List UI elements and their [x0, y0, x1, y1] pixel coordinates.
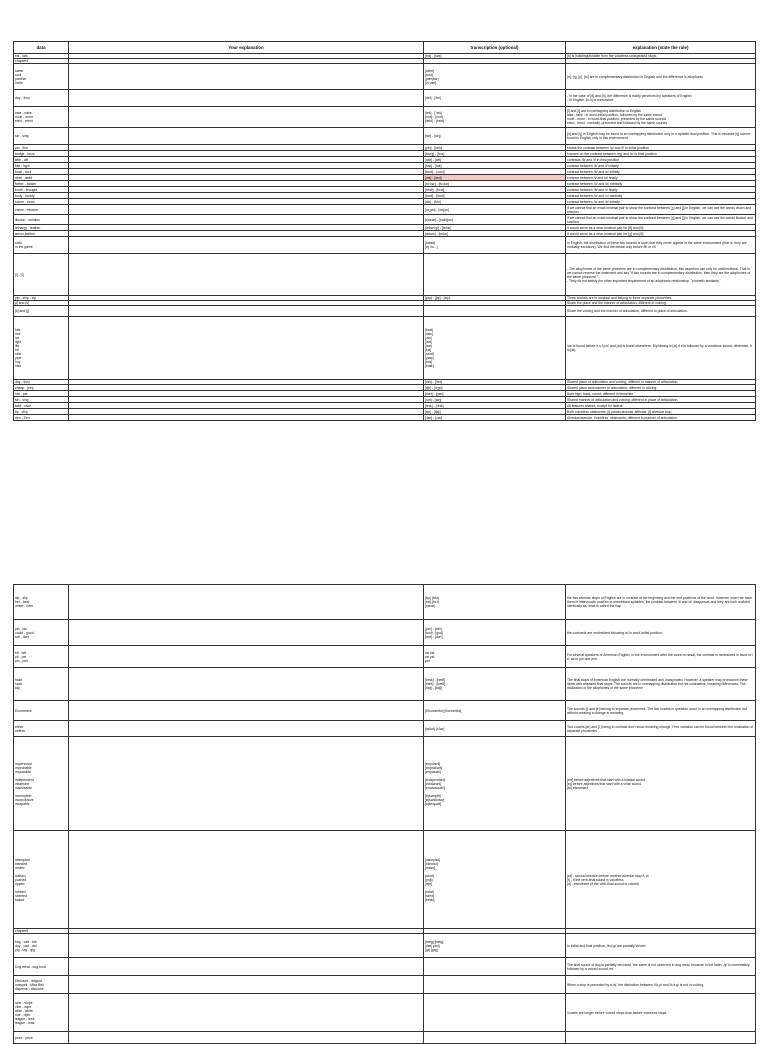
rule-cell[interactable]: Shared place of articulation and voicing; different in manner of articulation.: [566, 380, 756, 385]
data-cell[interactable]: take - rake: [14, 403, 69, 409]
data-cell[interactable]: chapter4: [14, 59, 69, 64]
rule-cell[interactable]: - In the case of [d] and [ð], the difference is easily perceived by speakers of English - In English, [d-ð] is contrastive: [566, 90, 756, 107]
explanation-cell[interactable]: [69, 620, 424, 646]
explanation-cell[interactable]: [69, 976, 424, 994]
transcription-cell[interactable]: [tek] - [ˈtek] [mol] - [mor] [ilekt] - [irekt]: [424, 107, 566, 128]
header-explanation: Your explanation: [69, 42, 424, 54]
table-row: [14, 205, 756, 215]
header-data: data: [14, 42, 69, 54]
rule-cell[interactable]: [ɪd] - schwa insertion before another alveolar stop /t, d/ [t] - if the verb-final sound is voiceless [d] - elsewhere (if the verb-final sound is voiced): [566, 831, 756, 929]
rule-cell[interactable]: focuses on the contrast between /dʒ/ and /z/ in final position: [566, 151, 756, 157]
transcription-cell[interactable]: [sɪn] - [sɪŋ]: [424, 397, 566, 403]
data-cell[interactable]: sixth in the game: [14, 237, 69, 254]
transcription-cell[interactable]: [pɪn] - [bɪn] [kʊd] - [gʊd] [tɑrt] - [dɑrt]: [424, 620, 566, 646]
table-row: [14, 721, 756, 737]
rule-cell[interactable]: If we cannot find an exact minimal pair to show the contrast between [ʒ] and [ʃ] in English, we can use the words illusion and solution: [566, 215, 756, 225]
data-cell[interactable]: with - wit: [14, 157, 69, 163]
rule-cell[interactable]: The final sound of dog is partially devoiced, the same is not observed in dog meal, because in the latter, /g/ is immediately followed by a voiced sound /m/: [566, 958, 756, 976]
transcription-cell[interactable]: [fɑːðər] - [fɑːdər]: [424, 181, 566, 187]
rule-cell[interactable]: Alveolar/alveolar. Voiceless, obstruents; different in manner of articulation.: [566, 415, 756, 421]
table-row: [14, 620, 756, 646]
table-row: [14, 668, 756, 701]
explanation-cell[interactable]: [69, 585, 424, 620]
table-row: [14, 128, 756, 145]
rule-cell[interactable]: The sounds [i] and [e] belong to separate phonemes. The two vowels in question occur in an overlapping distribution but without creating a change in meaning.: [566, 701, 756, 721]
data-cell[interactable]: bite rice ice light lite bit side pipe buy bike: [14, 317, 69, 380]
explanation-cell[interactable]: [69, 994, 424, 1032]
data-cell[interactable]: bit - bet pit - pet pin - pen: [14, 646, 69, 668]
data-cell[interactable]: dip - slip bet - beat writer - rider: [14, 585, 69, 620]
data-cell[interactable]: pin - fine: [14, 145, 69, 151]
transcription-cell[interactable]: [424, 254, 566, 296]
transcription-cell[interactable]: [bɑdi] - [bʌdi]: [424, 193, 566, 199]
rule-cell[interactable]: Shared place and manner of articulation; different in voicing.: [566, 385, 756, 391]
data-cell[interactable]: take - cake mole - more elect - erect: [14, 107, 69, 128]
table-row: [14, 646, 756, 668]
data-cell[interactable]: budge - buzz: [14, 151, 69, 157]
rule-cell[interactable]: [n], [ŋ], [ɲ], [m] are in complementary distribution in English and the difference is allophonic.: [566, 64, 756, 90]
transcription-cell[interactable]: [beɪk] - [beɪk̚] [bæk] - [bæk̚] [bɪg] - [bɪg̚]: [424, 668, 566, 701]
rule-cell[interactable]: When a stop is preceded by a /s/, the distinction between /t,k,p/ and /b,d,g/ is not in voicing.: [566, 976, 756, 994]
rule-cell[interactable]: Three sounds are in contrast and belong to three separate phonemes.: [566, 296, 756, 301]
explanation-cell[interactable]: [69, 64, 424, 90]
explanation-cell[interactable]: [69, 737, 424, 831]
transcription-cell[interactable]: [Ekonomiks] [ikonomiks]: [424, 701, 566, 721]
rule-cell[interactable]: For several speakers of American English, in the environment after the vowel is nasal, the contrast is neutralized in favor of /ɪ/, as in pin and pen.: [566, 646, 756, 668]
transcription-cell[interactable]: [boul] - [soul]: [424, 169, 566, 175]
data-cell[interactable]: lethargy - leather: [14, 225, 69, 231]
data-cell[interactable]: tip - chip: [14, 409, 69, 415]
rule-cell[interactable]: It would serve as a near-minimal pair for [θ] and [ð]: [566, 225, 756, 231]
transcription-cell[interactable]: [wiθ] - [wit]: [424, 157, 566, 163]
data-cell[interactable]: same soul panther invite: [14, 64, 69, 90]
table-row: [14, 215, 756, 225]
rule-cell[interactable]: Share the voicing and the manner of articulation, different in place of articulation.: [566, 306, 756, 317]
transcription-cell[interactable]: [aɪðər] [iːðər]: [424, 721, 566, 737]
table-row: [14, 1032, 756, 1044]
explanation-cell[interactable]: [69, 128, 424, 145]
rule-cell[interactable]: contrasts /θ/ and /t/ in final position: [566, 157, 756, 163]
transcription-cell[interactable]: [ɪlusən] - [səlutʃən]: [424, 215, 566, 225]
data-cell[interactable]: Economics: [14, 701, 69, 721]
data-cell[interactable]: hat - pat: [14, 391, 69, 397]
explanation-cell[interactable]: [69, 934, 424, 958]
explanation-cell[interactable]: [69, 254, 424, 296]
transcription-cell[interactable]: [424, 306, 566, 317]
explanation-cell[interactable]: [69, 317, 424, 380]
rule-cell[interactable]: [l] and [r] are in overlapping distribution in English take - take : in word-initial position, followed by the same sound mole - more : in word-final position, preceded by the same sounds elect - erect : medially, preceded and followed by the same sounds: [566, 107, 756, 128]
rule-cell[interactable]: [b] is indistinguishable from the voiceless unaspirated stops.: [566, 54, 756, 59]
transcription-cell[interactable]: [vɪʒən] - [mɪʃən]: [424, 205, 566, 215]
table-row: [14, 737, 756, 831]
phonology-table-1: [13, 41, 756, 421]
explanation-cell[interactable]: [69, 831, 424, 929]
transcription-cell[interactable]: [tʃip] - [dʒip]: [424, 385, 566, 391]
data-cell[interactable]: den - Zen: [14, 415, 69, 421]
explanation-cell[interactable]: [69, 1032, 424, 1044]
rule-cell[interactable]: Both voiceless obstruents; [t] palato-alveolar affricate, [t] alveolar stop.: [566, 409, 756, 415]
rule-cell[interactable]: the contrasts are neutralized following /s/ in word-initial position.: [566, 620, 756, 646]
table-row: [14, 107, 756, 128]
transcription-cell[interactable]: [dɛn] - [zɛn]: [424, 415, 566, 421]
data-cell[interactable]: body - buddy: [14, 193, 69, 199]
rule-cell[interactable]: All features shared, except for lateral.: [566, 403, 756, 409]
explanation-cell[interactable]: [69, 90, 424, 107]
data-cell[interactable]: [t] and [s]: [14, 301, 69, 306]
rule-cell[interactable]: [ɪm] before adjectives that start with a bilabial sound [ɪŋ] before adjectives that start with a velar sound [ɪn] elsewhere: [566, 737, 756, 831]
transcription-cell[interactable]: [ætəm] - [leðər]: [424, 231, 566, 237]
data-cell[interactable]: father - fodder: [14, 181, 69, 187]
rule-cell[interactable]: - The allophones of the same phoneme are in complementary distribution, this assertion can only be unidirectional. That is, we cannot reverse the statement and say "if two sounds are in complementary distribution, then they are the allophones of the same phoneme." - They do not satisfy the other important requirement of an allophonic relationship, "phonetic similarity.": [566, 254, 756, 296]
table-row: [14, 306, 756, 317]
data-cell[interactable]: pin - bin could - good tart - dart: [14, 620, 69, 646]
explanation-cell[interactable]: [69, 668, 424, 701]
table-row: [14, 831, 756, 929]
table-header-row: [14, 42, 756, 54]
data-cell[interactable]: prize - price: [14, 1032, 69, 1044]
data-cell[interactable]: day - they: [14, 90, 69, 107]
rule-cell[interactable]: If we cannot find an exact minimal pair to show the contrast between [ʒ] and [ʃ] in English, we can use the words vision and mission: [566, 205, 756, 215]
table-row: [14, 958, 756, 976]
explanation-cell[interactable]: [69, 701, 424, 721]
data-cell[interactable]: bis - tais: [14, 54, 69, 59]
header-rule: explanation (state the rule): [566, 42, 756, 54]
explanation-cell[interactable]: [69, 215, 424, 225]
transcription-cell[interactable]: [424, 994, 566, 1032]
rule-cell[interactable]: The final stops of American English are normally unreleased and unaspirated. However, a speaker may pronounce these items with released final stops. The sounds are in overlapping distribution but not contrastive, meaning differences. The realization of the allophones of the same phoneme: [566, 668, 756, 701]
data-cell[interactable]: debt - dead: [14, 175, 69, 181]
explanation-cell[interactable]: [69, 958, 424, 976]
explanation-cell[interactable]: [69, 205, 424, 215]
rule-cell[interactable]: the two alveolar stops of English are in contrast at the beginning and the end positions of the word; however, when we have them in intervocalic position in unstressed syllables, the contrast between /t/ and /d/ disappears and they are both realized identically as, what is called the flap: [566, 585, 756, 620]
data-cell[interactable]: bake back big: [14, 668, 69, 701]
data-cell[interactable]: [k] and [ʃ]: [14, 306, 69, 317]
data-cell[interactable]: chapter5: [14, 929, 69, 934]
rule-cell[interactable]: contrast between /b/ and /s/ initially: [566, 169, 756, 175]
rule-cell[interactable]: [566, 1032, 756, 1044]
transcription-cell[interactable]: [tɪp] - [tʃɪp]: [424, 409, 566, 415]
data-cell[interactable]: kite - light: [14, 163, 69, 169]
rule-cell[interactable]: Shared manner of articulation and voicing; different in place of articulation.: [566, 397, 756, 403]
data-cell[interactable]: Dog meal - dog food: [14, 958, 69, 976]
transcription-cell[interactable]: [bʌdʒ] - [bʌz]: [424, 151, 566, 157]
rule-cell[interactable]: contrast between /ɑ/ and /ʌ/ medially: [566, 193, 756, 199]
transcription-cell[interactable]: [leθərdʒi] - [leðər]: [424, 225, 566, 231]
explanation-cell[interactable]: [69, 415, 424, 421]
transcription-cell[interactable]: [deɪ] - [ðeɪ]: [424, 380, 566, 385]
data-cell[interactable]: pip - ship - zip: [14, 296, 69, 301]
transcription-cell[interactable]: [424, 976, 566, 994]
phonology-table-2: [13, 584, 756, 1044]
transcription-cell[interactable]: [bæɡ] [bæɡ] [dæ] [dɪd] [ɡɪ] [ɡɪɡ]: [424, 934, 566, 958]
header-transcription: transcription (optional): [424, 42, 566, 54]
transcription-cell[interactable]: [424, 1032, 566, 1044]
explanation-cell[interactable]: [69, 306, 424, 317]
explanation-cell[interactable]: [69, 237, 424, 254]
transcription-cell[interactable]: [bis] - [tais]: [424, 54, 566, 59]
data-cell[interactable]: lobe - slope vibe - wipe wide - white ride - right league - leek league - leak: [14, 994, 69, 1032]
table-row: [14, 585, 756, 620]
transcription-cell[interactable]: [dɛt] - [dɛd]: [424, 175, 566, 181]
table-row: [14, 994, 756, 1032]
transcription-cell[interactable]: [kait] - [lait]: [424, 163, 566, 169]
data-cell[interactable]: impersonal improbable impossible independent intolerant inadvisable incomplete inconclusive incapable: [14, 737, 69, 831]
transcription-cell[interactable]: [teɪk] - [reɪk]: [424, 403, 566, 409]
explanation-cell[interactable]: [69, 646, 424, 668]
rule-cell[interactable]: In initial and final position, /b,d,g/ are partially voiced: [566, 934, 756, 958]
table-row: [14, 415, 756, 421]
data-cell[interactable]: Discount - disgust misspell - Miss Bell disperse - disburse: [14, 976, 69, 994]
transcription-cell[interactable]: [424, 958, 566, 976]
table-row: [14, 976, 756, 994]
data-cell[interactable]: illusion - solution: [14, 215, 69, 225]
transcription-cell[interactable]: [sɪksθ] [ɪŋ ðə...]: [424, 237, 566, 254]
transcription-cell[interactable]: [pɪp] - [ʃɪp] - [zɪp]: [424, 296, 566, 301]
transcription-cell[interactable]: [seim] [soul] [pæŋθər] [inˈvait]: [424, 64, 566, 90]
table-row: [14, 317, 756, 380]
transcription-cell[interactable]: [baɪt] [raɪs] [aɪs] [laɪt] [laɪt] [bɪt] [saɪd] [paɪp] [baɪ] [baɪk]: [424, 317, 566, 380]
table-row: [14, 237, 756, 254]
rule-cell[interactable]: In English, the distribution of these two sounds is such that they never appear in the same environment (that is, they are mutually exclusive). We find the dental only before /θ/ or /ð/: [566, 237, 756, 254]
rule-cell[interactable]: shows the contrast between /p/ and /f/ in initial position: [566, 145, 756, 151]
table-row: [14, 701, 756, 721]
table-row: [14, 90, 756, 107]
rule-cell[interactable]: Vowels are longer before voiced stops than before voiceless stops: [566, 994, 756, 1032]
transcription-cell[interactable]: [hæt] - [pæt]: [424, 391, 566, 397]
table-row: [14, 934, 756, 958]
data-cell[interactable]: either neither: [14, 721, 69, 737]
table-row: [14, 254, 756, 296]
rule-cell[interactable]: /aɪ/ is found before /t,s,f,p,k/ and [aɪ] is found elsewhere. Diphthong is [ʌɪ] if it is followed by a voiceless sound; otherwise, it is [aɪ].: [566, 317, 756, 380]
transcription-cell[interactable]: [sin] - [siŋ]: [424, 128, 566, 145]
rule-cell[interactable]: Two vowels [aɪ] and [iː] being in contrast don't show meaning change. Free variation can be found between the realization of separate phonemes.: [566, 721, 756, 737]
table-row: [14, 64, 756, 90]
data-cell[interactable]: cheap - jeep: [14, 385, 69, 391]
rule-cell[interactable]: contrast between /t/ and /d/ finally: [566, 175, 756, 181]
data-cell[interactable]: [l] - [ɫ]: [14, 254, 69, 296]
rule-cell[interactable]: contrast between /k/ and /l/ initially: [566, 163, 756, 169]
rule-cell[interactable]: It would serve as a near-minimal pair for [ʒ] and [θ]: [566, 231, 756, 237]
data-cell[interactable]: sin - sing: [14, 397, 69, 403]
data-cell[interactable]: day - they: [14, 380, 69, 385]
transcription-cell[interactable]: [dei] - [ðei]: [424, 90, 566, 107]
data-cell[interactable]: broth - brought: [14, 187, 69, 193]
explanation-cell[interactable]: [69, 107, 424, 128]
rule-cell[interactable]: Share the place and the manner of articulation, different in voicing.: [566, 301, 756, 306]
transcription-cell[interactable]: [pin] - [fain]: [424, 145, 566, 151]
rule-cell[interactable]: [n] and [ŋ] in English may be found in an overlapping distribution only in a syllable-final position. This is because [ŋ] can be found in English only in this environment.: [566, 128, 756, 145]
transcription-cell[interactable]: [ɪmpərsnl] [ɪmprɑbəbl] [ɪmpɑsəbl] [ɪndɪpendənt] [ɪntɑlərənt] [ɪnədvaɪzəbl] [ɪŋkəmplit] [ɪŋkənklusɪv] [ɪŋkeɪpəbl]: [424, 737, 566, 831]
rule-cell[interactable]: contrast between /ð/ and /d/ medially: [566, 181, 756, 187]
transcription-cell[interactable]: [sin] - [bin]: [424, 199, 566, 205]
transcription-cell[interactable]: [brɔθ] - [brɔt]: [424, 187, 566, 193]
transcription-cell[interactable]: [ətɛmptɪd] [blɛndɪd] [rɛstɪd] [wɔkt] [pʊʃt] [rɪpt] [rɑbd] [simd] [beɪkt]: [424, 831, 566, 929]
data-cell[interactable]: sin - sing: [14, 128, 69, 145]
rule-cell[interactable]: contrast between /s/ and /b/ initially: [566, 199, 756, 205]
data-cell[interactable]: bowl - soul: [14, 169, 69, 175]
transcription-cell[interactable]: [tɪp] [tɪkɪ] [bɛt] [bɪːt] [raɪɾər]: [424, 585, 566, 620]
data-cell[interactable]: attempted blended rested walked pushed ripped robbed seemed baked: [14, 831, 69, 929]
data-cell[interactable]: ætom-leather: [14, 231, 69, 237]
data-cell[interactable]: bag - cab - bib doy - cad - did pig - tag - gig: [14, 934, 69, 958]
data-cell[interactable]: vision - mission: [14, 205, 69, 215]
explanation-cell[interactable]: [69, 721, 424, 737]
rule-cell[interactable]: contrast between /θ/ and /t/ finally: [566, 187, 756, 193]
rule-cell[interactable]: Both high, back, round; different in tense/lax.: [566, 391, 756, 397]
data-cell[interactable]: scene - bean: [14, 199, 69, 205]
transcription-cell[interactable]: bɪt bɛt pɪt pɛt pɪn: [424, 646, 566, 668]
